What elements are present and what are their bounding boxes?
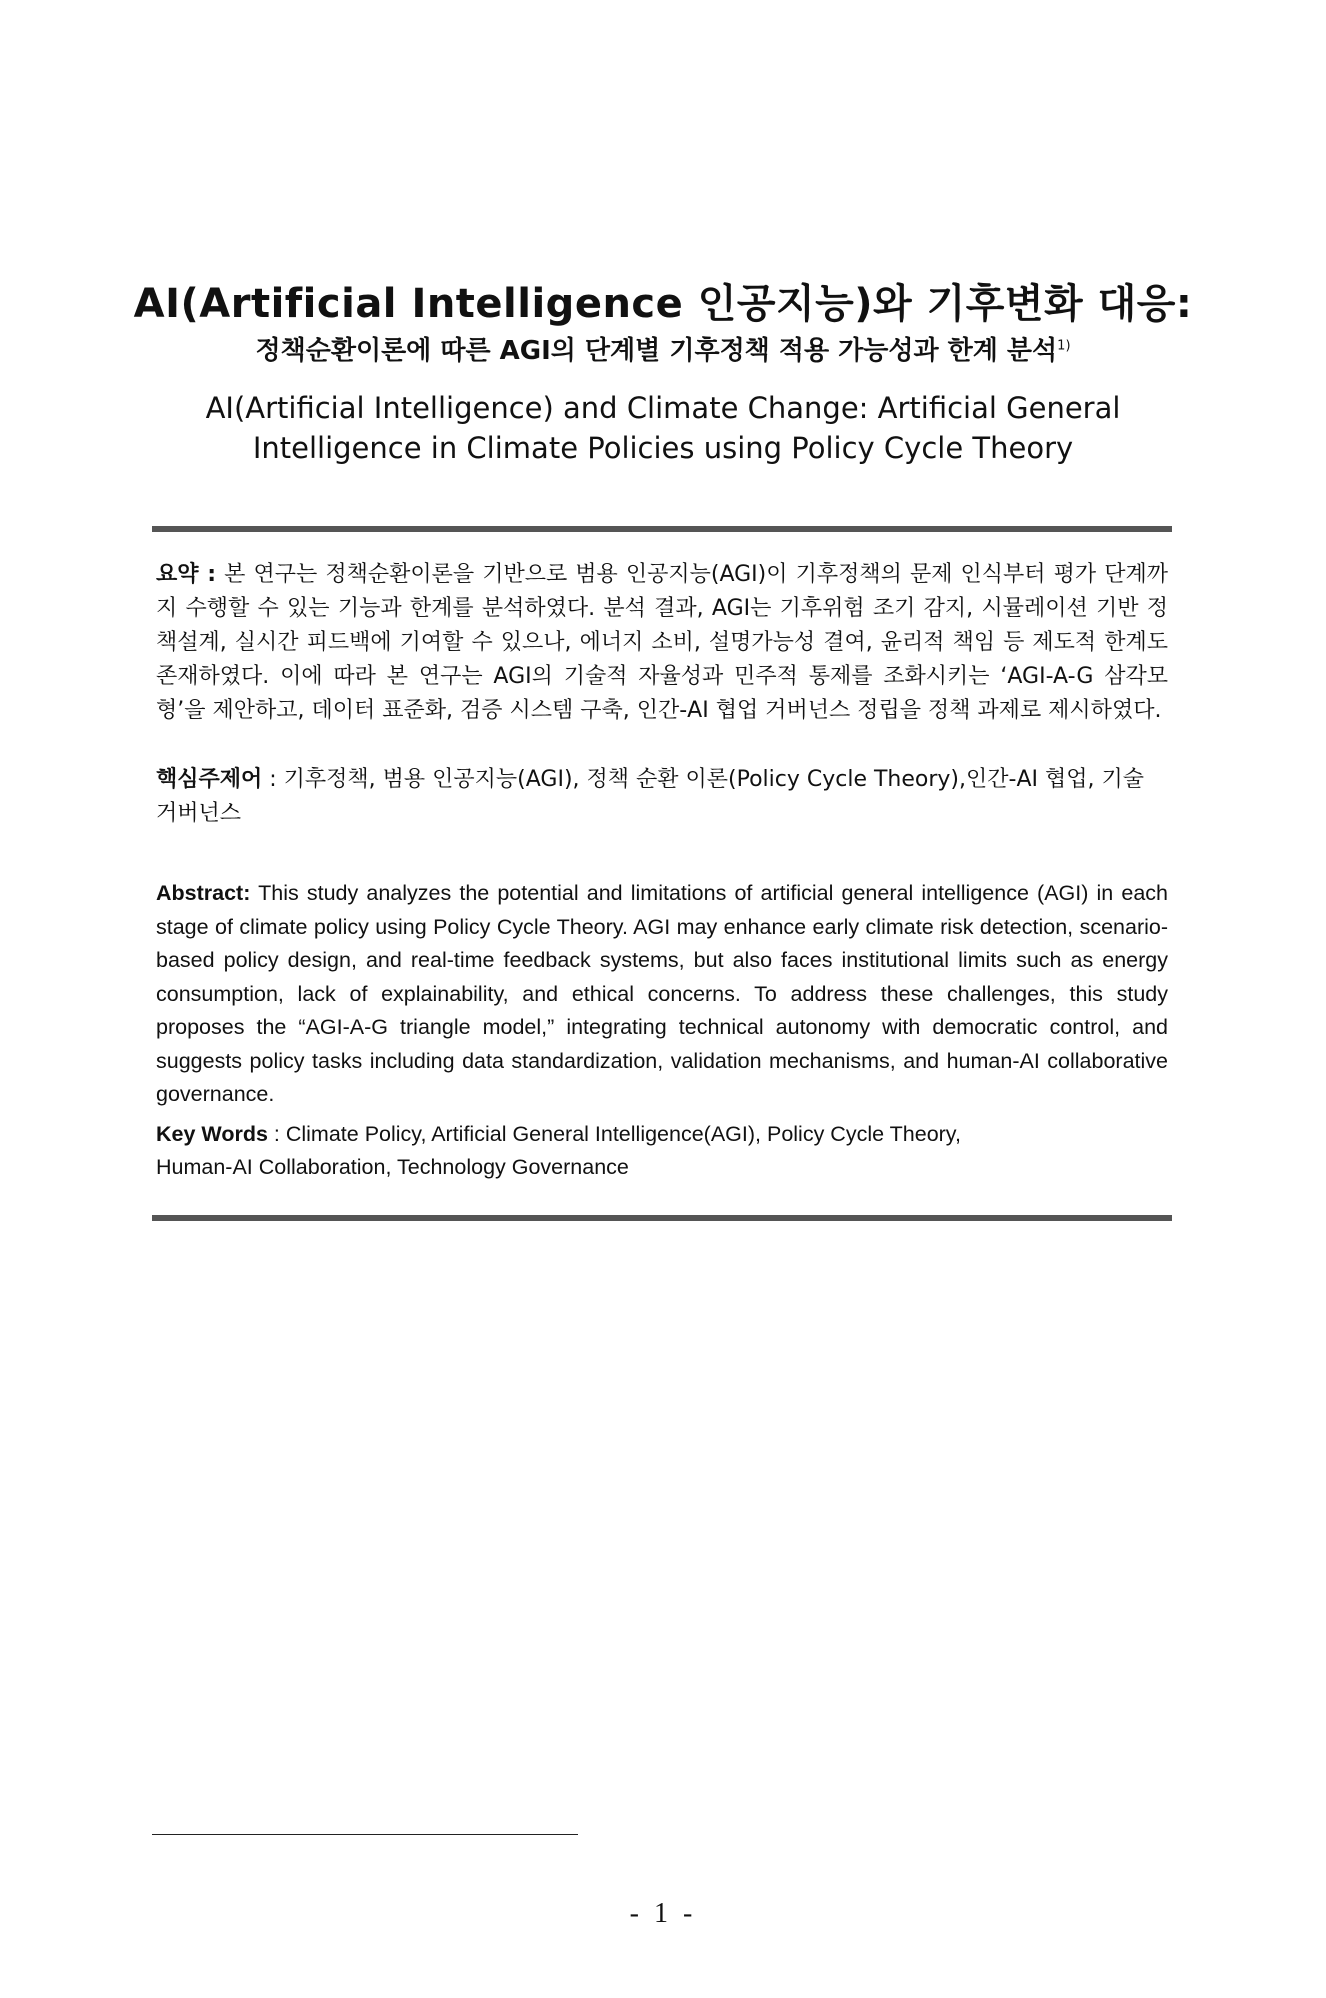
keywords-english-line-1 bbox=[156, 1118, 1168, 1151]
subtitle-korean bbox=[0, 330, 1326, 367]
keywords-korean bbox=[156, 763, 1168, 831]
abstract-korean-label: 요약 : bbox=[156, 562, 217, 587]
footnote-divider bbox=[152, 1834, 578, 1835]
title-english-line-1: AI(Artificial Intelligence) and Climate Change: Artificial General bbox=[205, 391, 1121, 425]
keywords-english-label: Key Words bbox=[156, 1122, 268, 1146]
keywords-english-text-1: : Climate Policy, Artificial General Intelligence(AGI), Policy Cycle Theory, bbox=[267, 1122, 961, 1146]
title-english-line-2: Intelligence in Climate Policies using Policy Cycle Theory bbox=[252, 431, 1074, 465]
abstract-english-label: Abstract: bbox=[156, 881, 251, 905]
abstract-korean bbox=[156, 558, 1168, 728]
page-number: - 1 - bbox=[629, 1898, 697, 1929]
abstract-korean-text: 본 연구는 정책순환이론을 기반으로 범용 인공지능(AGI)이 기후정책의 문제 인식부터 평가 단계까지 수행할 수 있는 기능과 한계를 분석하였다. 분석 결과, AGI는 기후위험 조기 감지, 시뮬레이션 기반 정책설계, 실시간 피드백에 기여할 수 있으나, 에너지 소비, 설명가능성 결여, 윤리적 책임 등 제도적 한계도 존재하였다. 이에 따라 본 연구는 AGI의 기술적 자율성과 민주적 통제를 조화시키는 ‘AGI-A-G 삼각모형’을 제안하고, 데이터 표준화, 검증 시스템 구축, 인간-AI 협업 거버넌스 정립을 정책 과제로 제시하였다. bbox=[156, 562, 1168, 723]
subtitle-korean-text: 정책순환이론에 따른 AGI의 단계별 기후정책 적용 가능성과 한계 분석 bbox=[255, 336, 1058, 366]
keywords-korean-text: : 기후정책, 범용 인공지능(AGI), 정책 순환 이론(Policy Cycle Theory),인간-AI 협업, 기술 거버넌스 bbox=[156, 767, 1144, 826]
keywords-english bbox=[156, 1118, 1168, 1184]
abstract-english-text: This study analyzes the potential and limitations of artificial general intelligence (AGI) in each stage of climate policy using Policy Cycle Theory. AGI may enhance early climate risk detection, scenario-based policy design, and real-time feedback systems, but also faces institutional limits such as energy consumption, lack of explainability, and ethical concerns. To address these challenges, this study proposes the “AGI-A-G triangle model,” integrating technical autonomy with democratic control, and suggests policy tasks including data standardization, validation mechanisms, and human-AI collaborative governance. bbox=[156, 881, 1168, 1106]
title-korean: AI(Artificial Intelligence 인공지능)와 기후변화 대응: bbox=[133, 281, 1193, 327]
title-english bbox=[0, 388, 1326, 468]
keywords-korean-label: 핵심주제어 bbox=[156, 767, 263, 792]
abstract-english bbox=[156, 877, 1168, 1112]
top-divider bbox=[152, 526, 1172, 532]
keywords-english-line-2: Human-AI Collaboration, Technology Governance bbox=[156, 1155, 629, 1179]
footnote-marker: 1) bbox=[1057, 338, 1071, 354]
bottom-divider bbox=[152, 1215, 1172, 1221]
